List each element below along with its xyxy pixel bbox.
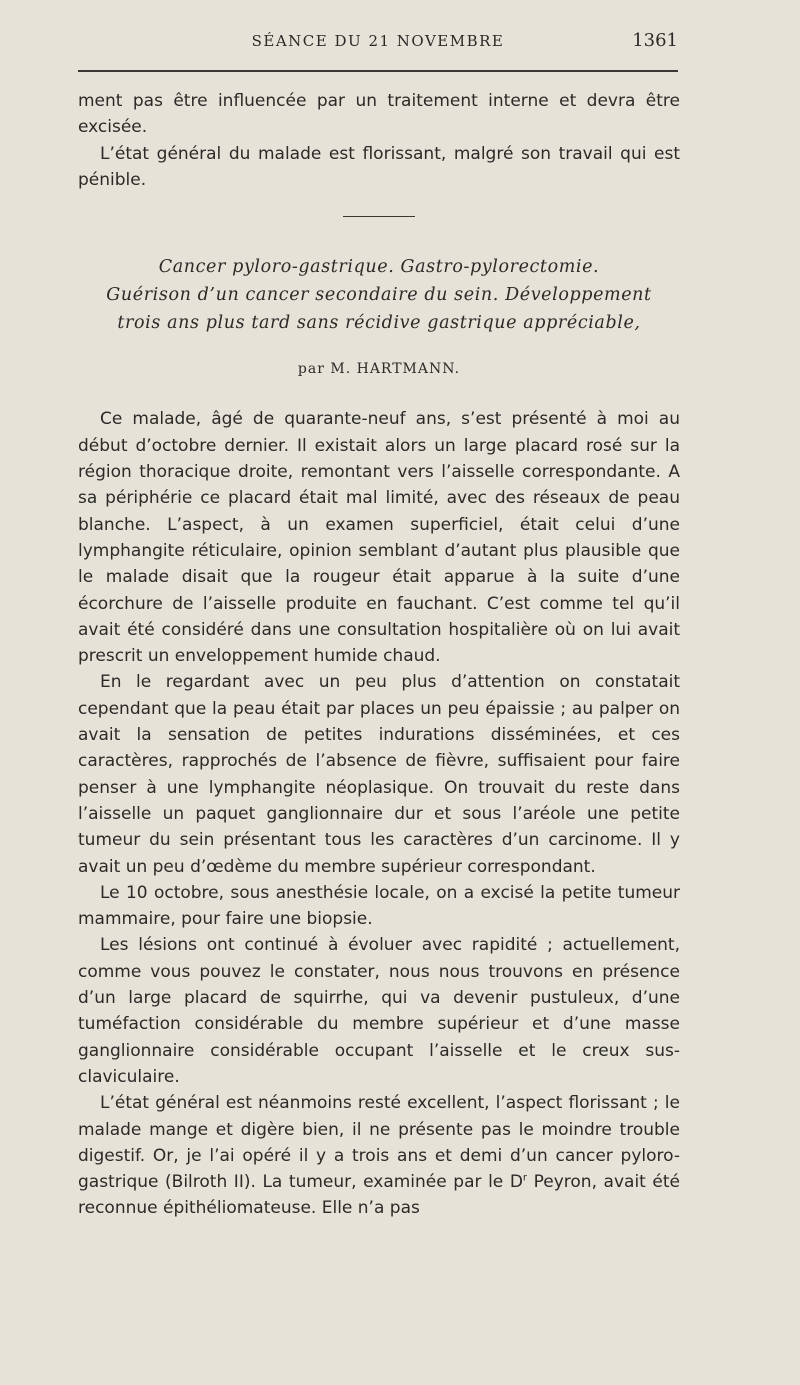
- article-paragraph-2: En le regardant avec un peu plus d’attention on constatait cependant que la peau était par places un peu épaissie ; au palper on avait la sensation de petites indurations disséminées, et ces caractères, rapprochés de l’absence de fièvre, suffisaient pour faire penser à une lymphangite néoplasique. On trouvait du reste dans l’aisselle un paquet ganglionnaire dur et sous l’aréole une petite tumeur du sein présentant tous les caractères d’un carcinome. Il y avait un peu d’œdème du membre supérieur correspondant.: [78, 672, 680, 877]
- section-separator: [343, 216, 415, 217]
- header-rule: [78, 70, 678, 72]
- article-title-line-1: Cancer pyloro-gastrique. Gastro-pylorectomie.: [158, 257, 600, 278]
- article-title: [78, 253, 680, 337]
- main-text: [78, 88, 680, 1222]
- article-paragraph-4: Les lésions ont continué à évoluer avec rapidité ; actuellement, comme vous pouvez le constater, nous nous trouvons en présence d’un large placard de squirrhe, qui va devenir pustuleux, d’une tuméfaction considérable du membre supérieur et d’une masse ganglionnaire considérable occupant l’aisselle et le creux sus-claviculaire.: [78, 935, 680, 1087]
- article-paragraph-5-end: Peyron, avait été reconnue épithéliomateuse. Elle n’a pas: [78, 1172, 680, 1219]
- article-title-line-3: trois ans plus tard sans récidive gastrique appréciable,: [117, 313, 641, 334]
- intro-paragraph-2: L’état général du malade est florissant, malgré son travail qui est pénible.: [78, 143, 680, 190]
- article-paragraph-3: Le 10 octobre, sous anesthésie locale, on a excisé la petite tumeur mammaire, pour faire une biopsie.: [78, 882, 680, 930]
- page-number: 1361: [632, 30, 678, 51]
- page-header: [78, 28, 678, 58]
- running-title: SÉANCE DU 21 NOVEMBRE: [251, 32, 505, 50]
- intro-paragraph-1: ment pas être influencée par un traitement interne et devra être excisée.: [78, 91, 680, 138]
- article-paragraph-5: [78, 1090, 680, 1221]
- article-paragraph-5-start: L’état général est néanmoins resté excellent, l’aspect florissant ; le malade mange et digère bien, il ne présente pas le moindre trouble digestif. Or, je l’ai opéré il y a trois ans et demi d’un cancer pyloro-gastrique (Bilroth II). La tumeur, examinée par le D: [78, 1093, 680, 1193]
- article-title-line-2: Guérison d’un cancer secondaire du sein. Développement: [106, 285, 652, 306]
- article-paragraph-1: Ce malade, âgé de quarante-neuf ans, s’est présenté à moi au début d’octobre dernier. Il existait alors un large placard rosé sur la région thoracique droite, remontant vers l’aisselle correspondante. A sa périphérie ce placard était mal limité, avec des réseaux de peau blanche. L’aspect, à un examen superficiel, était celui d’une lymphangite réticulaire, opinion semblant d’autant plus plausible que le malade disait que la rougeur était apparue à la suite d’une écorchure de l’aisselle produite en fauchant. C’est comme tel qu’il avait été considéré dans une consultation hospitalière où on lui avait prescrit un enveloppement humide chaud.: [78, 409, 680, 667]
- doctor-abbrev-superscript: r: [522, 1172, 528, 1184]
- article-author: par M. HARTMANN.: [297, 361, 461, 378]
